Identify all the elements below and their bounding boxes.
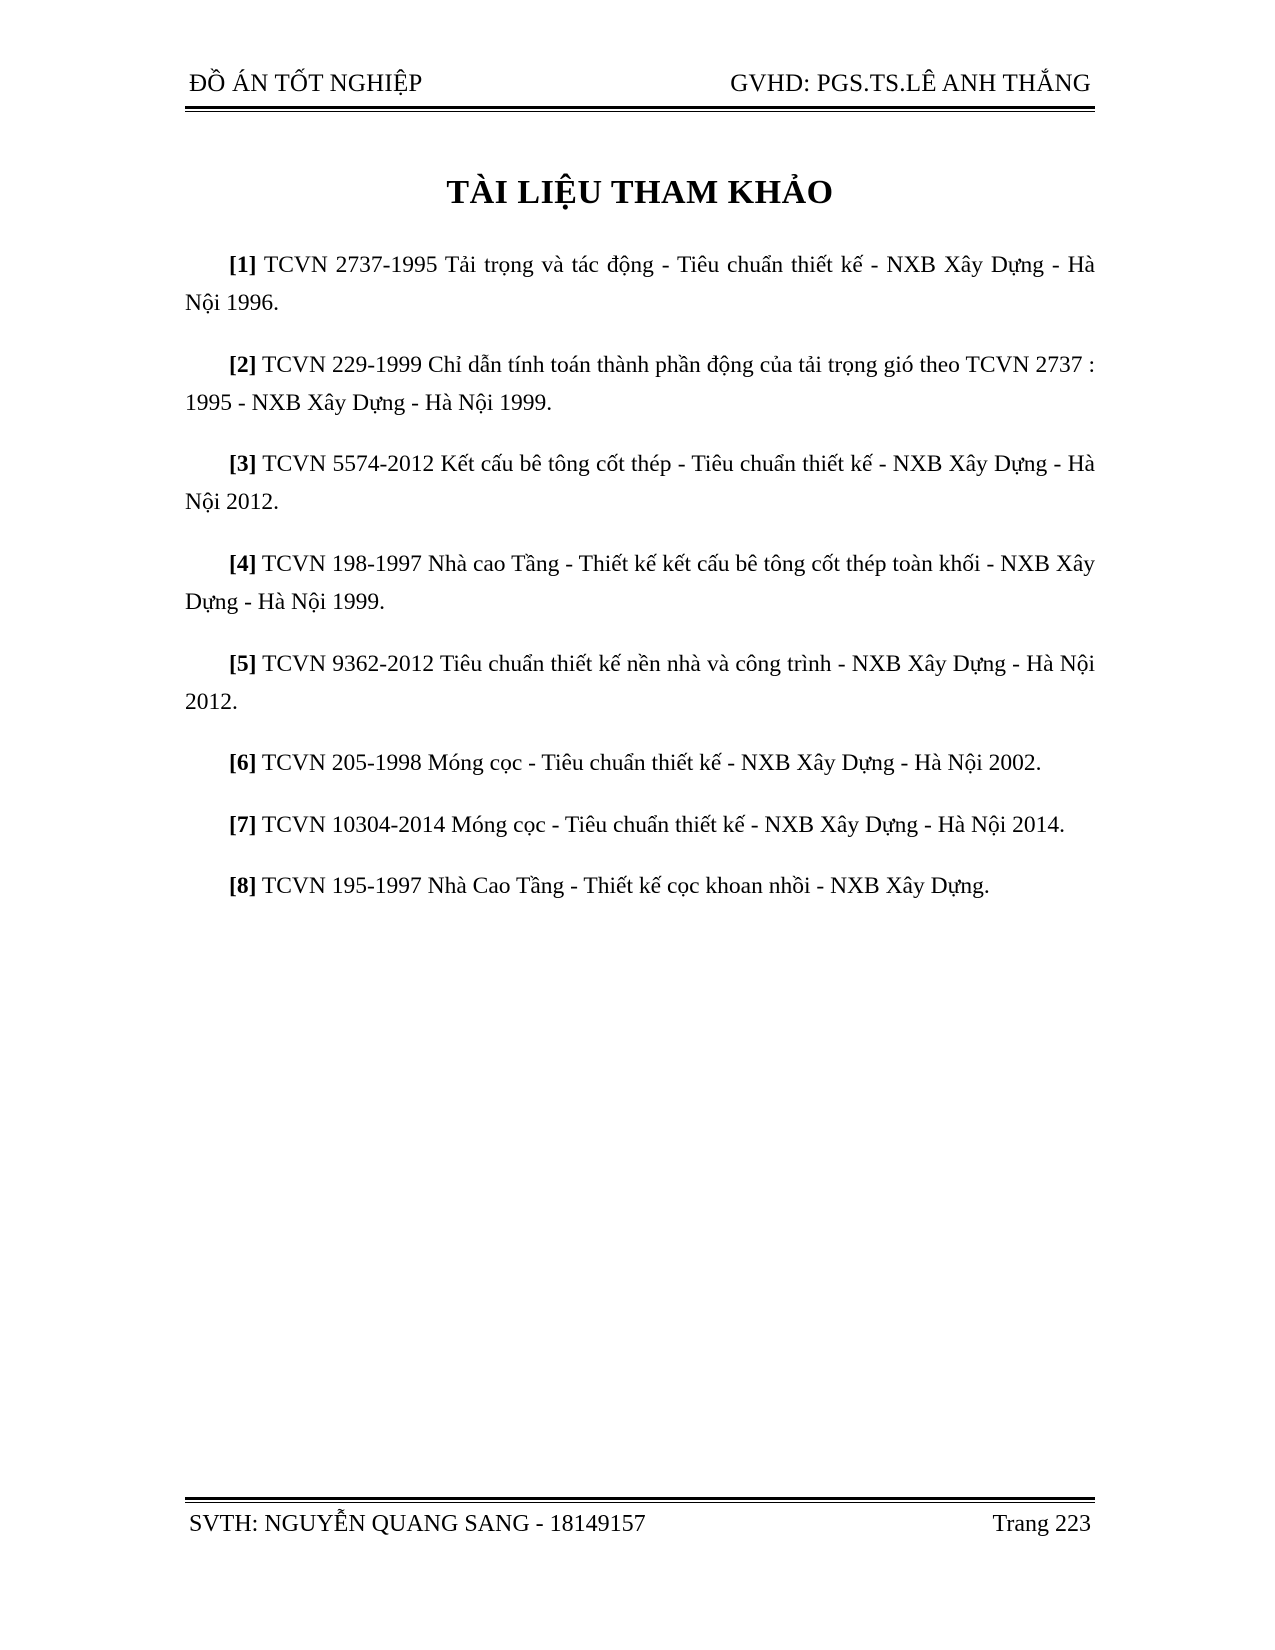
list-item	[185, 806, 1095, 844]
list-item	[185, 545, 1095, 621]
page-header	[185, 70, 1095, 104]
reference-number: [8]	[229, 873, 257, 900]
reference-number: [1]	[229, 252, 257, 278]
list-item	[185, 645, 1095, 721]
reference-text: TCVN 205-1998 Móng cọc - Tiêu chuẩn thiết kế - NXB Xây Dựng - Hà Nội 2002.	[256, 750, 1042, 777]
list-item	[185, 744, 1095, 782]
reference-text: TCVN 198-1997 Nhà cao Tầng - Thiết kế kết cấu bê tông cốt thép toàn khối - NXB Xây Dựng - Hà Nội 1999.	[185, 550, 1095, 615]
reference-text: TCVN 2737-1995 Tải trọng và tác động - Tiêu chuẩn thiết kế - NXB Xây Dựng - Hà Nội 1996.	[185, 252, 1095, 317]
reference-text: TCVN 229-1999 Chỉ dẫn tính toán thành phần động của tải trọng gió theo TCVN 2737 : 1995 - NXB Xây Dựng - Hà Nội 1999.	[185, 351, 1095, 416]
reference-number: [4]	[229, 550, 257, 577]
reference-text: TCVN 5574-2012 Kết cấu bê tông cốt thép - Tiêu chuẩn thiết kế - NXB Xây Dựng - Hà Nội 2012.	[185, 451, 1095, 516]
reference-number: [5]	[229, 650, 257, 677]
header-divider	[185, 106, 1095, 112]
list-item	[185, 445, 1095, 521]
reference-text: TCVN 195-1997 Nhà Cao Tầng - Thiết kế cọc khoan nhồi - NXB Xây Dựng.	[256, 873, 990, 900]
list-item	[185, 246, 1095, 322]
reference-list	[185, 246, 1095, 905]
list-item	[185, 867, 1095, 905]
page-title: TÀI LIỆU THAM KHẢO	[446, 174, 834, 211]
reference-number: [7]	[229, 811, 257, 838]
page-footer	[185, 1511, 1095, 1538]
reference-number: [6]	[229, 750, 257, 777]
page-content	[185, 70, 1095, 1500]
page-number: Trang 223	[992, 1511, 1091, 1537]
header-right-text: GVHD: PGS.TS.LÊ ANH THẮNG	[730, 70, 1091, 97]
header-left-text: ĐỒ ÁN TỐT NGHIỆP	[189, 70, 423, 97]
reference-text: TCVN 10304-2014 Móng cọc - Tiêu chuẩn thiết kế - NXB Xây Dựng - Hà Nội 2014.	[256, 811, 1066, 838]
reference-number: [2]	[229, 351, 257, 378]
reference-number: [3]	[229, 451, 257, 478]
list-item	[185, 346, 1095, 422]
footer-divider	[185, 1497, 1095, 1503]
reference-text: TCVN 9362-2012 Tiêu chuẩn thiết kế nền nhà và công trình - NXB Xây Dựng - Hà Nội 2012.	[185, 650, 1095, 715]
footer-left-text: SVTH: NGUYỄN QUANG SANG - 18149157	[189, 1511, 646, 1537]
page-footer-wrapper	[185, 1497, 1095, 1538]
